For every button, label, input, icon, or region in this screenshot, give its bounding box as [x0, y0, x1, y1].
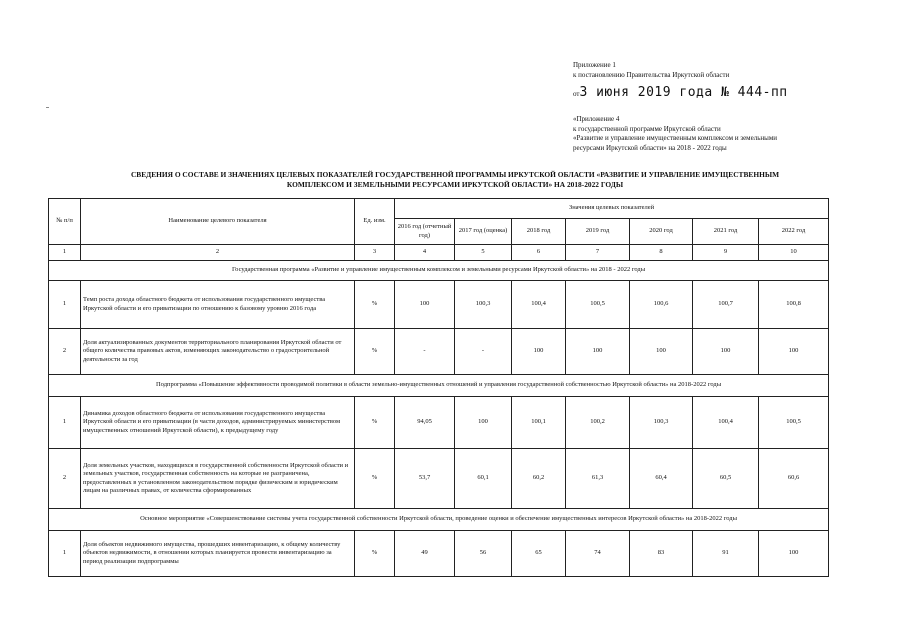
col-number: 8 — [630, 245, 693, 261]
row-value-2022: 60,6 — [759, 449, 829, 509]
row-value-2016: - — [395, 329, 455, 375]
row-value-2022: 100 — [759, 329, 829, 375]
section-title: Основное мероприятие «Совершенствование системы учета государственной собственности Иркутской области, проведение оценки и обеспечение имущественных интересов Иркутской области» на 2018-2022 годы — [49, 509, 829, 531]
row-name: Динамика доходов областного бюджета от использования государственного имущества Иркутской области и его приватизации (в части доходов, администрируемых министерством имущественных отношений Иркутской области), к предыдущему году — [81, 397, 355, 449]
header-2017: 2017 год (оценка) — [455, 219, 512, 245]
header-num: № п/п — [49, 199, 81, 245]
title-line-1: СВЕДЕНИЯ О СОСТАВЕ И ЗНАЧЕНИЯХ ЦЕЛЕВЫХ ПОКАЗАТЕЛЕЙ ГОСУДАРСТВЕННОЙ ПРОГРАММЫ ИРКУТСКОЙ ОБЛАСТИ «РАЗВИТИЕ И УПРАВЛЕНИЕ ИМУЩЕСТВЕННЫМ — [130, 170, 780, 179]
col-number: 4 — [395, 245, 455, 261]
section-row — [49, 375, 829, 397]
section-row — [49, 261, 829, 281]
row-value-2020: 100,6 — [630, 281, 693, 329]
col-number: 3 — [355, 245, 395, 261]
row-value-2021: 100,7 — [693, 281, 759, 329]
row-value-2019: 100,5 — [566, 281, 630, 329]
row-num: 1 — [49, 281, 81, 329]
col-number: 1 — [49, 245, 81, 261]
row-value-2018: 100 — [512, 329, 566, 375]
row-name: Доля земельных участков, находящихся в государственной собственности Иркутской области и земельных участков, государственная собственность на которые не разграничена, предоставленных в установленном законодательством порядке физическим и юридическим лицам на различных правах, от количества сформированных — [81, 449, 355, 509]
row-num: 1 — [49, 531, 81, 577]
row-value-2021: 100,4 — [693, 397, 759, 449]
col-number: 5 — [455, 245, 512, 261]
title-line-2: КОМПЛЕКСОМ И ЗЕМЕЛЬНЫМИ РЕСУРСАМИ ИРКУТСКОЙ ОБЛАСТИ» НА 2018-2022 ГОДЫ — [286, 180, 624, 189]
row-value-2017: 100 — [455, 397, 512, 449]
row-value-2018: 65 — [512, 531, 566, 577]
date-prefix: от — [573, 90, 580, 98]
header-2016: 2016 год (отчетный год) — [395, 219, 455, 245]
row-unit: % — [355, 329, 395, 375]
row-value-2020: 60,4 — [630, 449, 693, 509]
row-num: 1 — [49, 397, 81, 449]
row-value-2017: 56 — [455, 531, 512, 577]
row-name: Доля объектов недвижимого имущества, прошедших инвентаризацию, к общему количеству объектов недвижимости, в отношении которых планируется провести инвентаризацию за период реализации подпрограммы — [81, 531, 355, 577]
row-value-2016: 100 — [395, 281, 455, 329]
header-values-group: Значения целевых показателей — [395, 199, 829, 219]
row-value-2022: 100 — [759, 531, 829, 577]
row-num: 2 — [49, 329, 81, 375]
header-2020: 2020 год — [630, 219, 693, 245]
row-value-2017: 60,1 — [455, 449, 512, 509]
header-2021: 2021 год — [693, 219, 759, 245]
row-num: 2 — [49, 449, 81, 509]
row-value-2016: 53,7 — [395, 449, 455, 509]
row-value-2021: 60,5 — [693, 449, 759, 509]
row-value-2016: 94,05 — [395, 397, 455, 449]
header-name: Наименование целевого показателя — [81, 199, 355, 245]
column-numbers-row — [49, 245, 829, 261]
scan-mark — [46, 107, 49, 108]
header-unit: Ед. изм. — [355, 199, 395, 245]
header-2022: 2022 год — [759, 219, 829, 245]
col-number: 2 — [81, 245, 355, 261]
row-value-2019: 100 — [566, 329, 630, 375]
row-value-2018: 100,1 — [512, 397, 566, 449]
row-value-2020: 83 — [630, 531, 693, 577]
section-row — [49, 509, 829, 531]
row-value-2020: 100,3 — [630, 397, 693, 449]
section-title: Государственная программа «Развитие и управление имущественным комплексом и земельными ресурсами Иркутской области» на 2018 - 2022 годы — [49, 261, 829, 281]
row-value-2022: 100,8 — [759, 281, 829, 329]
table-row — [49, 397, 829, 449]
table-row — [49, 329, 829, 375]
document-title — [55, 170, 855, 190]
row-value-2019: 74 — [566, 531, 630, 577]
col-number: 7 — [566, 245, 630, 261]
row-value-2020: 100 — [630, 329, 693, 375]
header-row-1 — [49, 199, 829, 219]
row-unit: % — [355, 397, 395, 449]
appendix4-line-4: ресурсами Иркутской области» на 2018 - 2022 годы — [573, 143, 727, 152]
row-value-2018: 60,2 — [512, 449, 566, 509]
appendix4-line-2: к государственной программе Иркутской области — [573, 124, 721, 133]
row-value-2017: 100,3 — [455, 281, 512, 329]
row-value-2021: 100 — [693, 329, 759, 375]
appendix-4-header — [573, 115, 833, 153]
table-row — [49, 531, 829, 577]
indicators-table — [48, 198, 829, 577]
table-row — [49, 281, 829, 329]
appendix4-line-1: «Приложение 4 — [573, 115, 620, 123]
col-number: 9 — [693, 245, 759, 261]
appendix-header — [573, 60, 788, 99]
row-unit: % — [355, 449, 395, 509]
appendix-line-1: Приложение 1 — [573, 61, 616, 69]
section-title: Подпрограмма «Повышение эффективности проводимой политики в области земельно-имущественных отношений и управления государственной собственностью Иркутской области» на 2018-2022 годы — [49, 375, 829, 397]
appendix4-line-3: «Развитие и управление имущественным комплексом и земельными — [573, 134, 778, 142]
row-value-2019: 61,3 — [566, 449, 630, 509]
row-value-2017: - — [455, 329, 512, 375]
row-value-2016: 49 — [395, 531, 455, 577]
header-2018: 2018 год — [512, 219, 566, 245]
table-row — [49, 449, 829, 509]
col-number: 6 — [512, 245, 566, 261]
header-2019: 2019 год — [566, 219, 630, 245]
row-unit: % — [355, 281, 395, 329]
row-name: Доля актуализированных документов территориального планирования Иркутской области от общего количества правовых актов, изменяющих законодательство о градостроительной деятельности за год — [81, 329, 355, 375]
row-value-2019: 100,2 — [566, 397, 630, 449]
date-handwritten: 3 июня 2019 года № 444-пп — [579, 85, 788, 100]
row-value-2022: 100,5 — [759, 397, 829, 449]
appendix-line-2: к постановлению Правительства Иркутской области — [573, 71, 730, 79]
col-number: 10 — [759, 245, 829, 261]
row-value-2021: 91 — [693, 531, 759, 577]
row-unit: % — [355, 531, 395, 577]
row-name: Темп роста дохода областного бюджета от использования государственного имущества Иркутской области и его приватизации по отношению к базовому уровню 2016 года — [81, 281, 355, 329]
row-value-2018: 100,4 — [512, 281, 566, 329]
appendix-date-line — [573, 85, 788, 100]
